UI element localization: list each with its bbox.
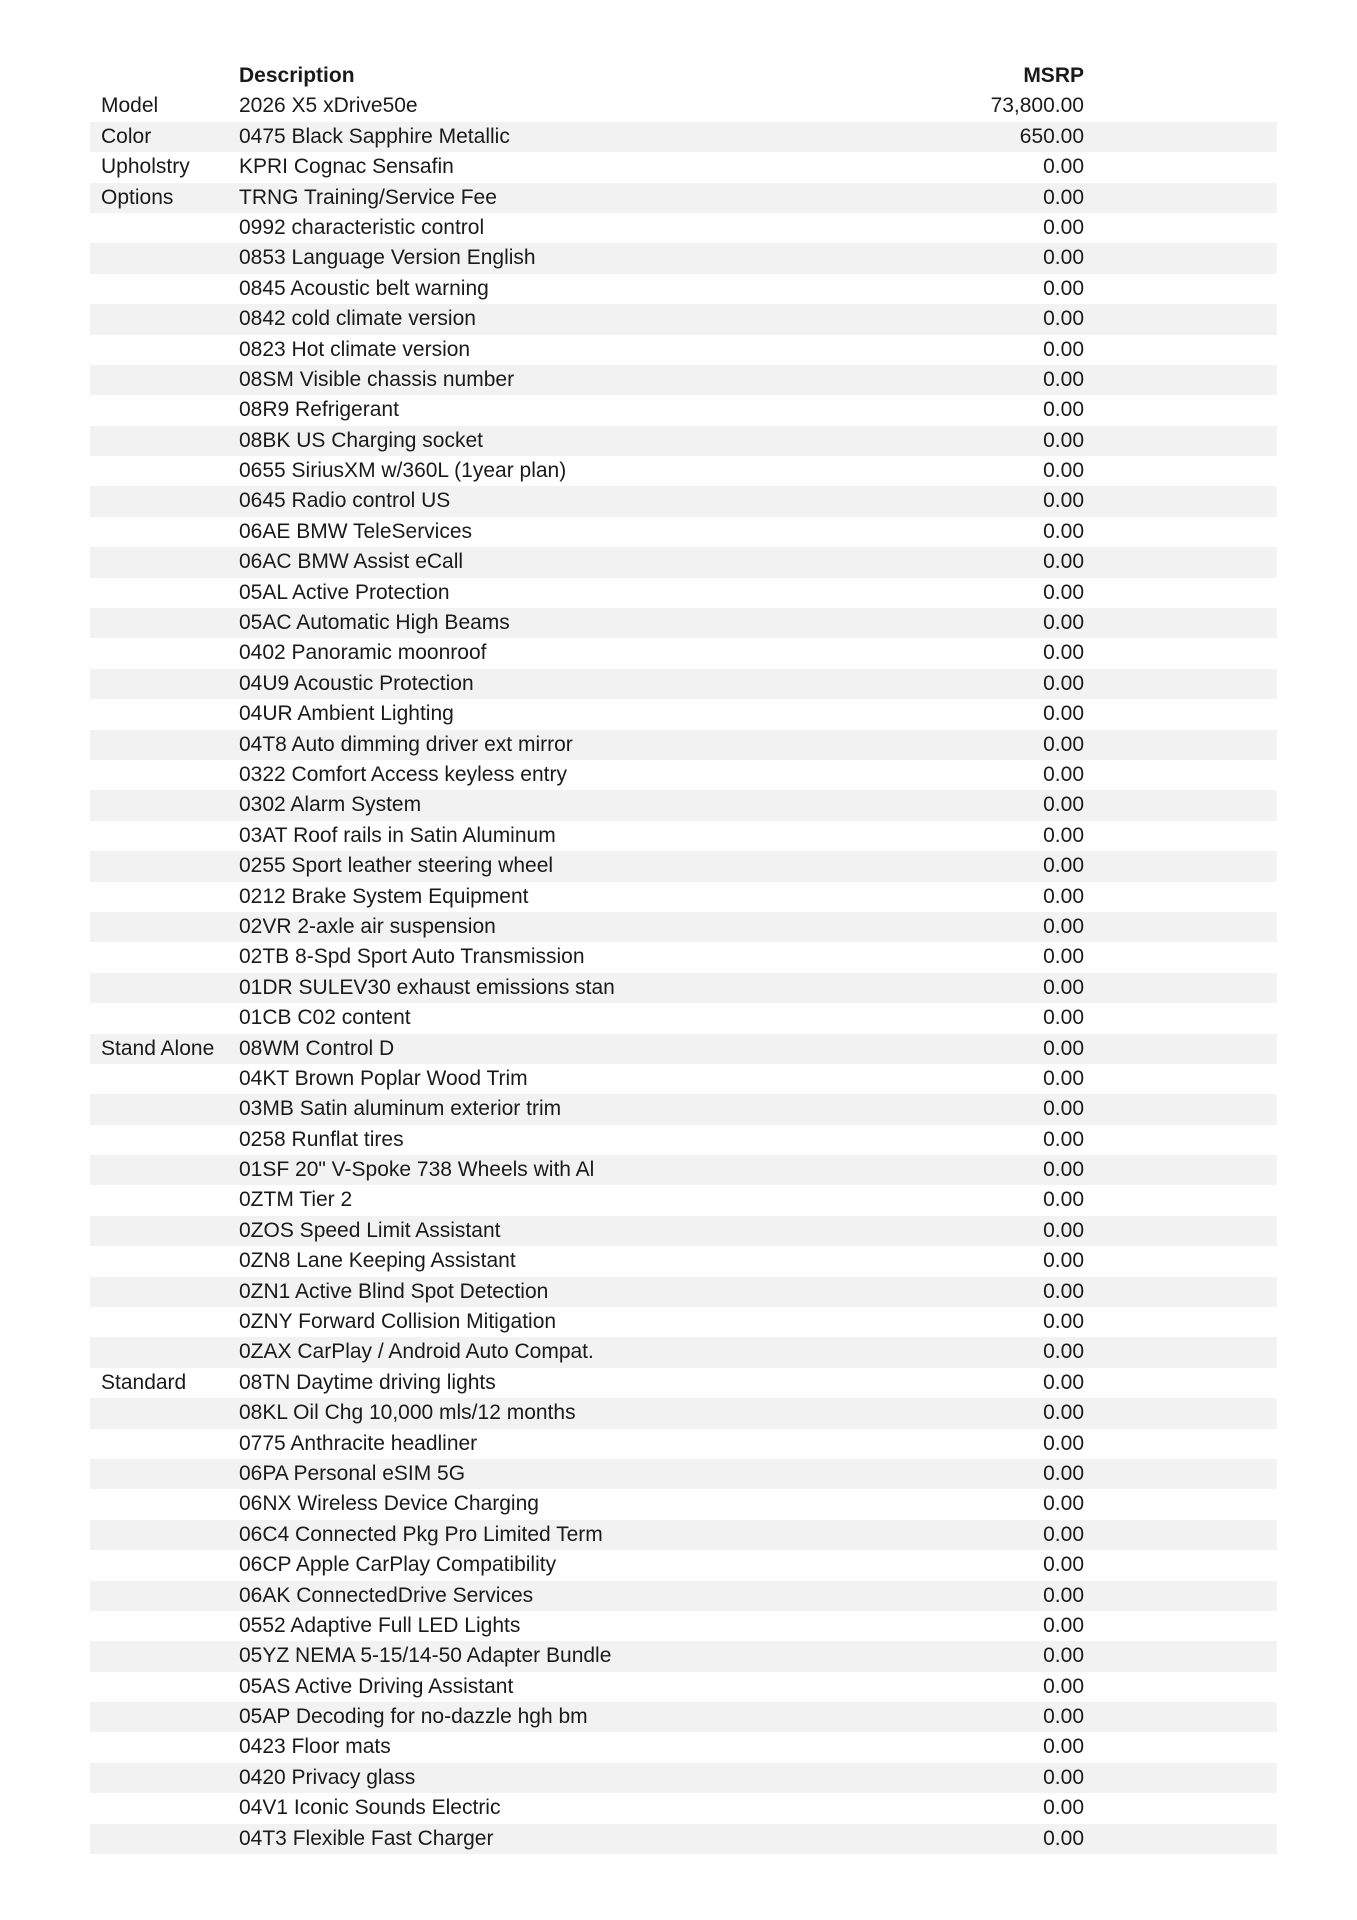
row-description: 05AP Decoding for no-dazzle hgh bm — [239, 1705, 588, 1729]
row-description: 02VR 2-axle air suspension — [239, 914, 496, 938]
row-msrp: 0.00 — [1043, 1310, 1084, 1334]
table-row — [90, 1155, 1277, 1185]
table-row — [90, 851, 1277, 881]
row-description: 0302 Alarm System — [239, 793, 422, 817]
row-msrp: 0.00 — [1043, 1218, 1084, 1242]
row-msrp: 0.00 — [1043, 185, 1084, 209]
table-row — [90, 882, 1277, 912]
row-msrp: 0.00 — [1043, 519, 1084, 543]
row-description: 0552 Adaptive Full LED Lights — [239, 1613, 521, 1637]
row-msrp: 650.00 — [1019, 124, 1084, 148]
row-description: 04T8 Auto dimming driver ext mirror — [239, 732, 573, 756]
table-row — [90, 486, 1277, 516]
table-row — [90, 1489, 1277, 1519]
table-row — [90, 638, 1277, 668]
row-description: 08SM Visible chassis number — [239, 367, 515, 391]
table-row — [90, 1064, 1277, 1094]
row-msrp: 0.00 — [1043, 732, 1084, 756]
table-row — [90, 1550, 1277, 1580]
table-row — [90, 547, 1277, 577]
table-row — [90, 1793, 1277, 1823]
table-row — [90, 1611, 1277, 1641]
row-description: 0992 characteristic control — [239, 215, 485, 239]
table-row — [90, 122, 1277, 152]
table-row — [90, 760, 1277, 790]
row-category: Standard — [101, 1370, 187, 1394]
row-description: 2026 X5 xDrive50e — [239, 94, 418, 118]
table-row — [90, 608, 1277, 638]
table-row — [90, 1094, 1277, 1124]
table-row — [90, 1641, 1277, 1671]
row-category: Color — [101, 124, 152, 148]
row-description: 0ZAX CarPlay / Android Auto Compat. — [239, 1340, 594, 1364]
table-row — [90, 1307, 1277, 1337]
table-row — [90, 335, 1277, 365]
row-msrp: 0.00 — [1043, 945, 1084, 969]
row-description: TRNG Training/Service Fee — [239, 185, 497, 209]
row-description: 0423 Floor mats — [239, 1735, 391, 1759]
row-msrp: 0.00 — [1043, 428, 1084, 452]
row-description: 06NX Wireless Device Charging — [239, 1492, 539, 1516]
row-msrp: 0.00 — [1043, 1127, 1084, 1151]
row-msrp: 0.00 — [1043, 1735, 1084, 1759]
table-row — [90, 942, 1277, 972]
table-header — [90, 61, 1277, 91]
table-body — [90, 91, 1277, 1854]
table-row — [90, 1246, 1277, 1276]
row-msrp: 0.00 — [1043, 914, 1084, 938]
row-msrp: 0.00 — [1043, 702, 1084, 726]
row-msrp: 0.00 — [1043, 1401, 1084, 1425]
row-description: 0420 Privacy glass — [239, 1765, 416, 1789]
row-description: KPRI Cognac Sensafin — [239, 155, 454, 179]
row-description: 08KL Oil Chg 10,000 mls/12 months — [239, 1401, 576, 1425]
row-msrp: 0.00 — [1043, 1765, 1084, 1789]
table-row — [90, 395, 1277, 425]
table-row — [90, 1337, 1277, 1367]
table-row — [90, 365, 1277, 395]
table-row — [90, 790, 1277, 820]
row-msrp: 0.00 — [1043, 1705, 1084, 1729]
table-row — [90, 1398, 1277, 1428]
row-msrp: 0.00 — [1043, 1370, 1084, 1394]
row-msrp: 0.00 — [1043, 884, 1084, 908]
row-msrp: 0.00 — [1043, 1492, 1084, 1516]
row-description: 06AE BMW TeleServices — [239, 519, 473, 543]
row-description: 04U9 Acoustic Protection — [239, 671, 474, 695]
row-description: 06AK ConnectedDrive Services — [239, 1583, 534, 1607]
row-msrp: 0.00 — [1043, 1553, 1084, 1577]
table-row — [90, 1672, 1277, 1702]
header-msrp: MSRP — [1023, 64, 1084, 87]
header-description: Description — [239, 64, 355, 87]
row-msrp: 0.00 — [1043, 1097, 1084, 1121]
row-description: 05YZ NEMA 5-15/14-50 Adapter Bundle — [239, 1644, 612, 1668]
row-msrp: 0.00 — [1043, 1431, 1084, 1455]
row-msrp: 0.00 — [1043, 1006, 1084, 1030]
row-msrp: 0.00 — [1043, 1461, 1084, 1485]
row-description: 0ZN1 Active Blind Spot Detection — [239, 1279, 549, 1303]
row-msrp: 0.00 — [1043, 671, 1084, 695]
row-description: 02TB 8-Spd Sport Auto Transmission — [239, 945, 585, 969]
row-msrp: 0.00 — [1043, 762, 1084, 786]
row-msrp: 0.00 — [1043, 1066, 1084, 1090]
table-row — [90, 1034, 1277, 1064]
row-msrp: 0.00 — [1043, 1249, 1084, 1273]
row-msrp: 0.00 — [1043, 975, 1084, 999]
row-description: 0845 Acoustic belt warning — [239, 276, 489, 300]
table-row — [90, 1216, 1277, 1246]
row-msrp: 0.00 — [1043, 1340, 1084, 1364]
row-msrp: 0.00 — [1043, 1522, 1084, 1546]
row-msrp: 0.00 — [1043, 367, 1084, 391]
table-row — [90, 91, 1277, 121]
row-msrp: 0.00 — [1043, 641, 1084, 665]
row-category: Options — [101, 185, 174, 209]
row-msrp: 0.00 — [1043, 580, 1084, 604]
row-description: 04UR Ambient Lighting — [239, 702, 454, 726]
row-description: 0ZN8 Lane Keeping Assistant — [239, 1249, 516, 1273]
table-row — [90, 1125, 1277, 1155]
table-row — [90, 1003, 1277, 1033]
table-row — [90, 1763, 1277, 1793]
table-row — [90, 578, 1277, 608]
table-row — [90, 152, 1277, 182]
row-description: 08WM Control D — [239, 1036, 395, 1060]
row-description: 04T3 Flexible Fast Charger — [239, 1826, 494, 1850]
row-msrp: 0.00 — [1043, 1279, 1084, 1303]
row-description: 0322 Comfort Access keyless entry — [239, 762, 567, 786]
row-description: 03MB Satin aluminum exterior trim — [239, 1097, 562, 1121]
table-row — [90, 1185, 1277, 1215]
row-description: 05AS Active Driving Assistant — [239, 1674, 514, 1698]
table-row — [90, 912, 1277, 942]
row-description: 04V1 Iconic Sounds Electric — [239, 1796, 501, 1820]
row-msrp: 0.00 — [1043, 215, 1084, 239]
table-row — [90, 699, 1277, 729]
row-description: 05AC Automatic High Beams — [239, 611, 510, 635]
table-row — [90, 243, 1277, 273]
row-description: 06CP Apple CarPlay Compatibility — [239, 1553, 557, 1577]
row-msrp: 0.00 — [1043, 854, 1084, 878]
row-msrp: 0.00 — [1043, 1826, 1084, 1850]
row-description: 0645 Radio control US — [239, 489, 451, 513]
row-msrp: 73,800.00 — [990, 94, 1084, 118]
row-description: 0823 Hot climate version — [239, 337, 471, 361]
row-description: 04KT Brown Poplar Wood Trim — [239, 1066, 528, 1090]
row-description: 0853 Language Version English — [239, 246, 536, 270]
row-description: 08TN Daytime driving lights — [239, 1370, 496, 1394]
row-msrp: 0.00 — [1043, 489, 1084, 513]
row-msrp: 0.00 — [1043, 1158, 1084, 1182]
row-description: 0ZTM Tier 2 — [239, 1188, 353, 1212]
row-description: 06AC BMW Assist eCall — [239, 550, 464, 574]
table-row — [90, 821, 1277, 851]
row-msrp: 0.00 — [1043, 1674, 1084, 1698]
table-row — [90, 1368, 1277, 1398]
msrp-table — [90, 61, 1277, 1854]
row-msrp: 0.00 — [1043, 398, 1084, 422]
row-msrp: 0.00 — [1043, 1644, 1084, 1668]
row-description: 0212 Brake System Equipment — [239, 884, 529, 908]
table-row — [90, 1702, 1277, 1732]
row-description: 0842 cold climate version — [239, 307, 476, 331]
row-description: 01CB C02 content — [239, 1006, 411, 1030]
row-msrp: 0.00 — [1043, 1613, 1084, 1637]
row-msrp: 0.00 — [1043, 793, 1084, 817]
row-msrp: 0.00 — [1043, 246, 1084, 270]
row-description: 0255 Sport leather steering wheel — [239, 854, 554, 878]
table-row — [90, 456, 1277, 486]
row-description: 0655 SiriusXM w/360L (1year plan) — [239, 459, 567, 483]
row-msrp: 0.00 — [1043, 1796, 1084, 1820]
row-description: 05AL Active Protection — [239, 580, 450, 604]
row-msrp: 0.00 — [1043, 276, 1084, 300]
table-row — [90, 517, 1277, 547]
row-description: 06C4 Connected Pkg Pro Limited Term — [239, 1522, 603, 1546]
row-description: 08R9 Refrigerant — [239, 398, 399, 422]
row-description: 06PA Personal eSIM 5G — [239, 1461, 466, 1485]
row-description: 0ZOS Speed Limit Assistant — [239, 1218, 501, 1242]
row-category: Upholstry — [101, 155, 190, 179]
row-msrp: 0.00 — [1043, 337, 1084, 361]
row-category: Model — [101, 94, 159, 118]
table-row — [90, 274, 1277, 304]
table-row — [90, 304, 1277, 334]
row-msrp: 0.00 — [1043, 307, 1084, 331]
row-msrp: 0.00 — [1043, 155, 1084, 179]
table-row — [90, 1459, 1277, 1489]
row-msrp: 0.00 — [1043, 1036, 1084, 1060]
row-description: 0402 Panoramic moonroof — [239, 641, 487, 665]
row-msrp: 0.00 — [1043, 459, 1084, 483]
table-row — [90, 973, 1277, 1003]
table-row — [90, 1277, 1277, 1307]
table-row — [90, 669, 1277, 699]
row-description: 0475 Black Sapphire Metallic — [239, 124, 510, 148]
table-row — [90, 1429, 1277, 1459]
table-row — [90, 1824, 1277, 1854]
table-row — [90, 1581, 1277, 1611]
row-category: Stand Alone — [101, 1036, 215, 1060]
row-msrp: 0.00 — [1043, 1188, 1084, 1212]
table-row — [90, 730, 1277, 760]
table-row — [90, 1520, 1277, 1550]
row-description: 08BK US Charging socket — [239, 428, 483, 452]
table-row — [90, 213, 1277, 243]
row-description: 0258 Runflat tires — [239, 1127, 404, 1151]
row-description: 01SF 20" V-Spoke 738 Wheels with Al — [239, 1158, 595, 1182]
row-msrp: 0.00 — [1043, 611, 1084, 635]
row-msrp: 0.00 — [1043, 823, 1084, 847]
table-row — [90, 183, 1277, 213]
row-msrp: 0.00 — [1043, 550, 1084, 574]
row-description: 03AT Roof rails in Satin Aluminum — [239, 823, 556, 847]
table-row — [90, 426, 1277, 456]
table-row — [90, 1732, 1277, 1762]
row-description: 01DR SULEV30 exhaust emissions stan — [239, 975, 615, 999]
row-description: 0ZNY Forward Collision Mitigation — [239, 1310, 557, 1334]
row-description: 0775 Anthracite headliner — [239, 1431, 478, 1455]
row-msrp: 0.00 — [1043, 1583, 1084, 1607]
